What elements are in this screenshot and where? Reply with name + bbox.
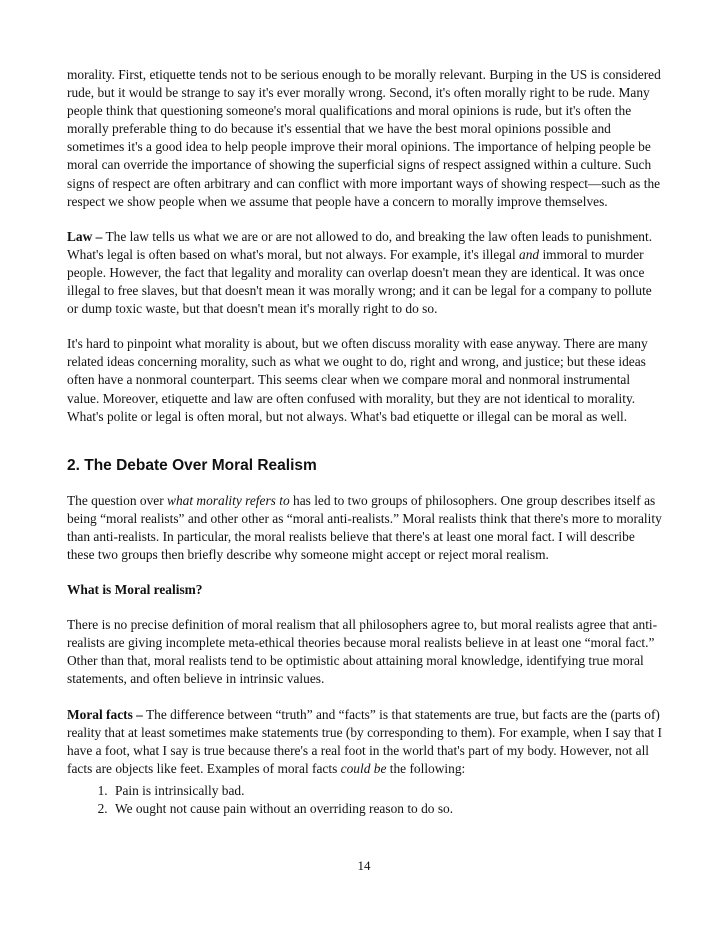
law-term: Law –	[67, 228, 103, 244]
moral-facts-term: Moral facts –	[67, 706, 143, 722]
law-emphasis: and	[519, 246, 540, 262]
section-heading: 2. The Debate Over Moral Realism	[67, 456, 317, 474]
page-content	[67, 66, 662, 818]
definition-paragraph: There is no precise definition of moral realism that all philosophers agree to, but moral realists agree that anti-realists are giving incomplete meta-ethical theories because moral realists believe in at least one “moral fact.” Other than that, moral realists tend to be optimistic about attaining moral knowledge, identifying true moral statements, and often believe in intrinsic values.	[67, 617, 658, 687]
summary-paragraph: It's hard to pinpoint what morality is about, but we often discuss morality with ease anyway. There are many related ideas concerning morality, such as what we ought to do, right and wrong, and justice; but these ideas often have a nonmoral counterpart. This seems clear when we compare moral and nonmoral instrumental value. Moreover, etiquette and law are often confused with morality, but they are not identical to morality. What's polite or legal is often moral, but not always. What's bad etiquette or illegal can be moral as well.	[67, 336, 648, 424]
moral-facts-list	[67, 782, 662, 818]
law-paragraph	[67, 228, 662, 318]
intro-text-part-1: The question over	[67, 492, 168, 508]
list-item: 2. We ought not cause pain without an overriding reason to do so.	[111, 800, 662, 818]
subheading-moral-realism: What is Moral realism?	[67, 582, 203, 598]
law-text-part-1: The law tells us what we are or are not allowed to do, and breaking the law often leads to punishment. What's legal is often based on what's moral, but not always. For example, it's illegal	[67, 228, 653, 262]
intro-emphasis: what morality refers to	[167, 492, 290, 508]
moral-facts-text-part-2: the following:	[386, 760, 466, 776]
page-number: 14	[357, 858, 371, 873]
moral-facts-emphasis: could be	[340, 760, 387, 776]
moral-facts-paragraph	[67, 706, 662, 778]
list-item: 1. Pain is intrinsically bad.	[111, 782, 662, 800]
etiquette-paragraph: morality. First, etiquette tends not to be serious enough to be morally relevant. Burping in the US is considered rude, but it would be strange to say it's ever morally wrong. Second, it's often morally right to be rude. Many people think that questioning someone's moral qualifications and moral opinions is rude, but it's often the morally preferable thing to do because it's essential that we have the best moral opinions possible and sometimes it's a good idea to help people improve their moral opinions. The importance of helping people be moral can override the importance of showing the superficial signs of respect assigned within a culture. Such signs of respect are often arbitrary and can conflict with more important ways of showing respect—such as the respect we show people when we assume that people have a concern to morally improve themselves.	[67, 67, 661, 209]
section-intro-paragraph	[67, 492, 662, 564]
intro-text-part-2: has led to two groups of philosophers. One group describes itself as being “moral realists” and other other as “moral anti-realists.” Moral realists think that there's more to morality than anti-realists. In particular, the moral realists believe that there's at least one moral fact. I will describe these two groups then briefly describe why someone might accept or reject moral realism.	[67, 492, 662, 562]
law-text-part-2: immoral to murder people. However, the fact that legality and morality can overlap doesn't mean they are identical. It was once illegal to free slaves, but that doesn't mean it was morally wrong; and it can be legal for a company to pollute or dump toxic waste, but that doesn't mean it's morally right to do so.	[67, 246, 652, 317]
moral-facts-text-part-1: The difference between “truth” and “facts” is that statements are true, but facts are the (parts of) reality that at least sometimes make statements true (by corresponding to them). For example, when I say that I have a foot, what I say is true because there's a real foot in the world that's part of my body. However, not all facts are objects like feet. Examples of moral facts	[67, 706, 662, 776]
